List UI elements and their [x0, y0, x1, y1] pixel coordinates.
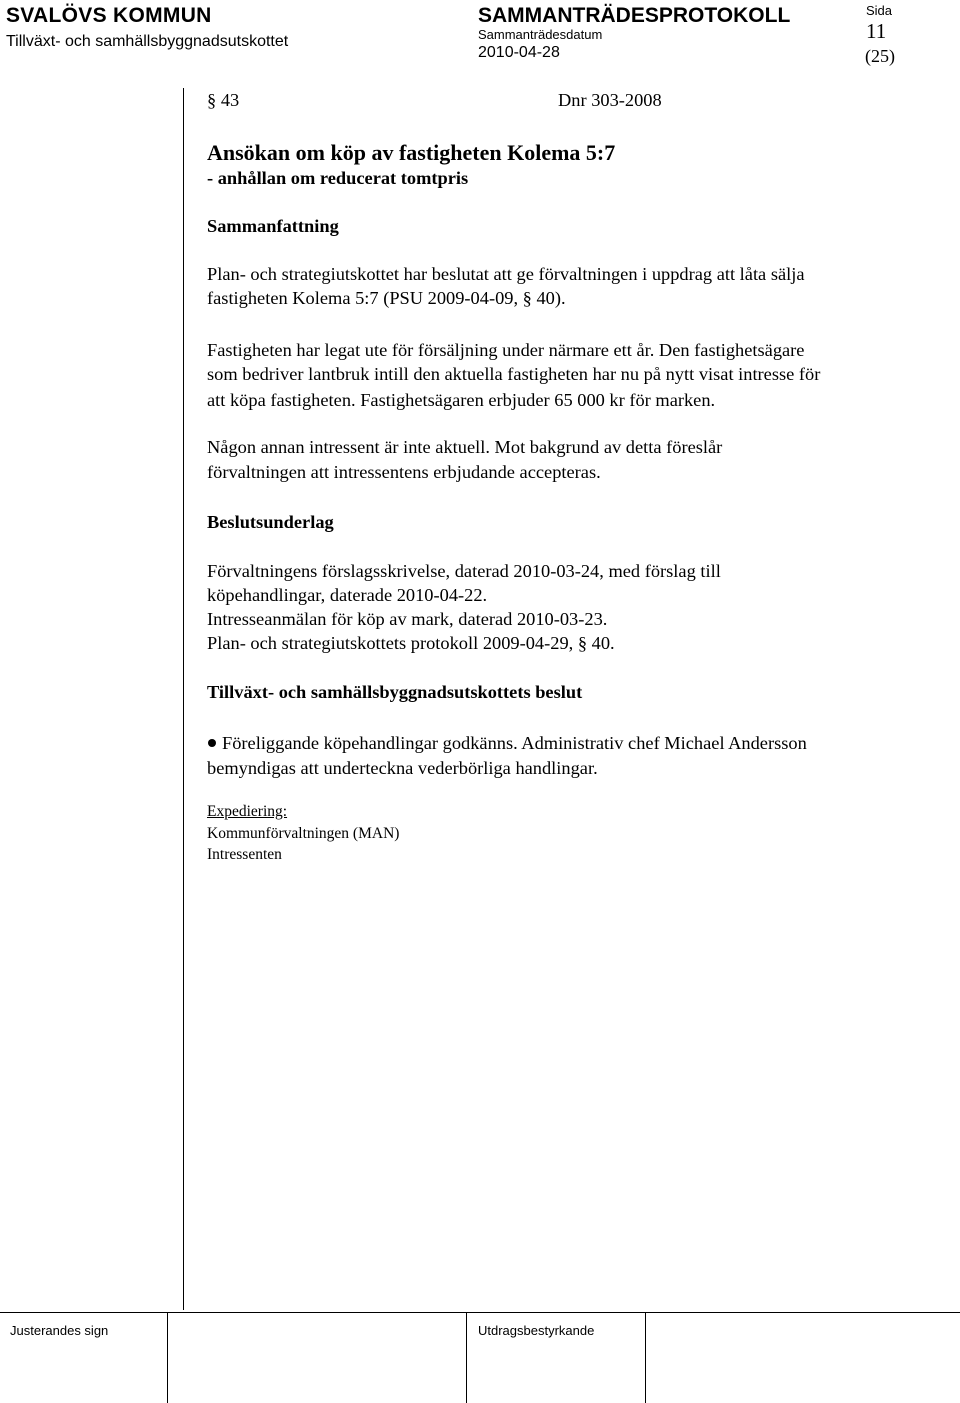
footer-divider	[0, 1312, 960, 1313]
footer-cell-divider	[645, 1312, 646, 1403]
dnr: Dnr 303-2008	[558, 90, 662, 110]
date-label: Sammanträdesdatum	[478, 27, 603, 42]
summary-line: Fastigheten har legat ute för försäljning under närmare ett år. Den fastighetsägare	[207, 340, 805, 360]
section-symbol: §	[577, 633, 588, 653]
page-total: (25)	[865, 46, 895, 66]
department-name: Tillväxt- och samhällsbyggnadsutskottet	[6, 33, 289, 50]
decision-item: Föreliggande köpehandlingar godkänns. Administrativ chef Michael Andersson	[222, 733, 807, 753]
distribution-heading: Expediering:	[207, 803, 288, 820]
page-number: 11	[866, 19, 887, 43]
bullet-icon	[208, 739, 216, 747]
margin-line	[183, 88, 184, 1310]
sign-label: Justerandes sign	[10, 1323, 109, 1338]
decision-heading: Tillväxt- och samhällsbyggnadsutskottets beslut	[207, 682, 583, 702]
summary-line: som bedriver lantbruk intill den aktuella fastigheten har nu på nytt visat intresse för	[207, 364, 821, 384]
summary-line: Någon annan intressent är inte aktuell. Mot bakgrund av detta föreslår	[207, 437, 723, 457]
basis-line: köpehandlingar, daterade 2010-04-22.	[207, 585, 488, 605]
summary-line: Plan- och strategiutskottet har beslutat att ge förvaltningen i uppdrag att låta sälja	[207, 264, 805, 284]
organization-name: SVALÖVS KOMMUN	[6, 4, 212, 27]
section-symbol: §	[522, 288, 532, 308]
extract-label: Utdragsbestyrkande	[478, 1323, 595, 1338]
summary-line: fastigheten Kolema 5:7 (PSU 2009-04-09, § 40).	[207, 288, 566, 308]
distribution-recipient: Kommunförvaltningen (MAN)	[207, 825, 400, 842]
basis-line: Plan- och strategiutskottets protokoll 2009-04-29, § 40.	[207, 633, 615, 653]
document-type: SAMMANTRÄDESPROTOKOLL	[478, 4, 791, 27]
meeting-date: 2010-04-28	[478, 44, 560, 61]
summary-heading: Sammanfattning	[207, 216, 339, 236]
page-subtitle: - anhållan om reducerat tomtpris	[207, 168, 469, 188]
footer-cell-divider	[466, 1312, 467, 1403]
page-label: Sida	[866, 3, 893, 18]
page-title: Ansökan om köp av fastigheten Kolema 5:7	[207, 140, 616, 165]
summary-line: förvaltningen att intressentens erbjudande accepteras.	[207, 462, 601, 482]
basis-heading: Beslutsunderlag	[207, 512, 334, 532]
section-symbol: §	[207, 90, 217, 110]
basis-line: Förvaltningens förslagsskrivelse, daterad 2010-03-24, med förslag till	[207, 561, 721, 581]
basis-line: Intresseanmälan för köp av mark, daterad 2010-03-23.	[207, 609, 608, 629]
summary-line: att köpa fastigheten. Fastighetsägaren erbjuder 65 000 kr för marken.	[207, 390, 716, 410]
distribution-recipient: Intressenten	[207, 846, 282, 863]
paragraph-number: § 43	[207, 90, 240, 110]
decision-item: bemyndigas att underteckna vederbörliga handlingar.	[207, 758, 598, 778]
footer-cell-divider	[167, 1312, 168, 1403]
